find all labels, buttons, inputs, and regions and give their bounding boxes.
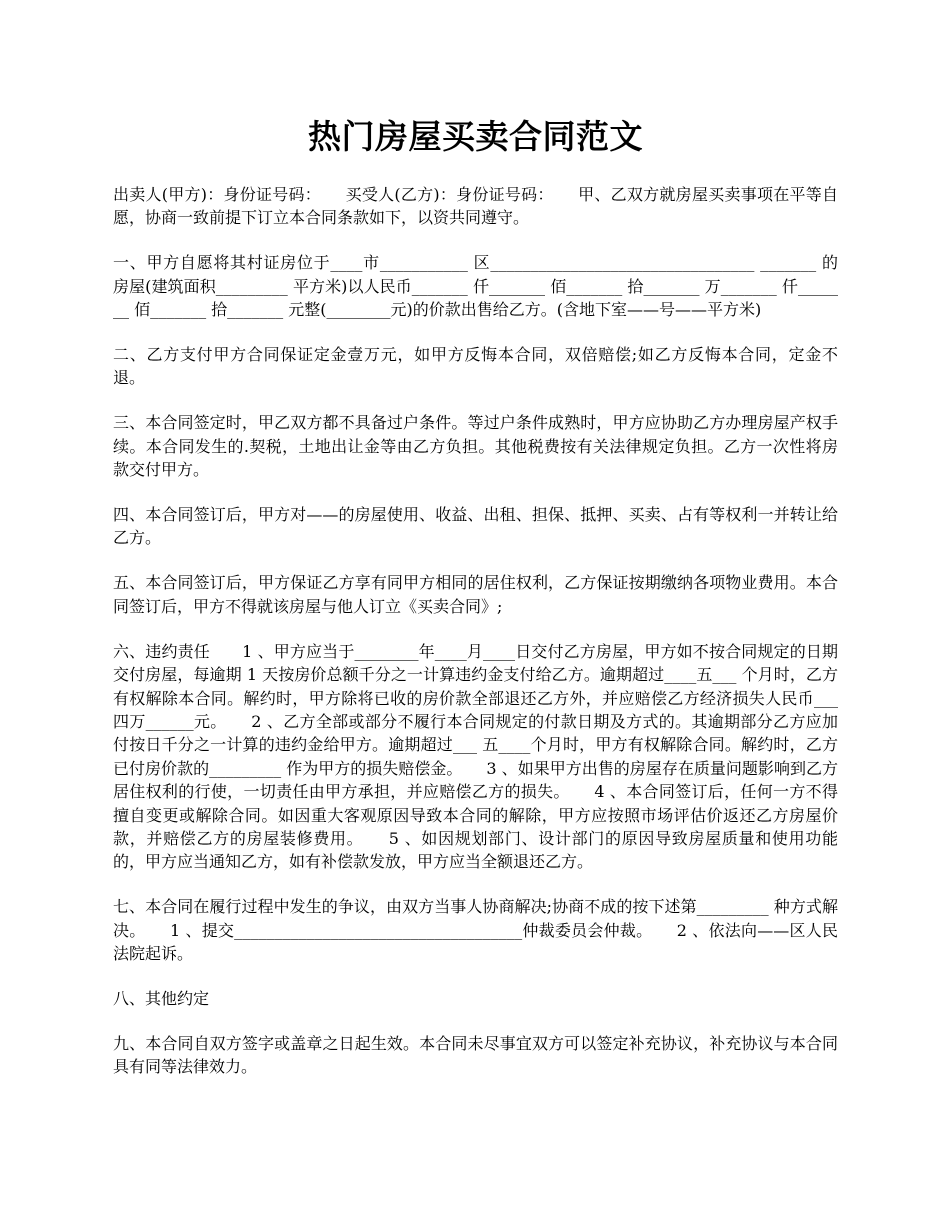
clause-9-effectiveness: 九、本合同自双方签字或盖章之日起生效。本合同未尽事宜双方可以签定补充协议，补充协议与本合同具有同等法律效力。 [113, 1033, 838, 1077]
clause-7-dispute-resolution: 七、本合同在履行过程中发生的争议，由双方当事人协商解决;协商不成的按下述第_________ 种方式解决。 1 、提交____________________________________仲裁委员会仲裁。 2 、依法向——区人民法院起诉。 [113, 897, 838, 964]
parties-paragraph: 出卖人(甲方)：身份证号码： 买受人(乙方)：身份证号码： 甲、乙双方就房屋买卖事项在平等自愿，协商一致前提下订立本合同条款如下，以资共同遵守。 [113, 185, 838, 228]
clause-4-rights-transfer: 四、本合同签订后，甲方对——的房屋使用、收益、出租、担保、抵押、买卖、占有等权利一并转让给乙方。 [113, 505, 838, 548]
clause-1-property-price: 一、甲方自愿将其村证房位于____市___________ 区_________________________________ _______ 的房屋(建筑面积_________ 平方米)以人民币_______ 仟_______ 佰_______ 拾_______ 万_______ 仟_______ 佰_______ 拾_______ 元整(________元)的价款出售给乙方。(含地下室——号——平方米) [113, 253, 838, 320]
clause-2-deposit: 二、乙方支付甲方合同保证定金壹万元，如甲方反悔本合同，双倍赔偿;如乙方反悔本合同，定金不退。 [113, 345, 838, 388]
clause-6-breach-liability: 六、违约责任 1 、甲方应当于________年____月____日交付乙方房屋，甲方如不按合同规定的日期交付房屋，每逾期 1 天按房价总额千分之一计算违约金支付给乙方。逾期超过____五___ 个月时，乙方有权解除本合同。解约时，甲方除将已收的房价款全部退还乙方外，并应赔偿乙方经济损失人民币___ 四万______元。 2 、乙方全部或部分不履行本合同规定的付款日期及方式的。其逾期部分乙方应加付按日千分之一计算的违约金给甲方。逾期超过___ 五____个月时，甲方有权解除合同。解约时，乙方已付房价款的_________ 作为甲方的损失赔偿金。 3 、如果甲方出售的房屋存在质量问题影响到乙方居住权利的行使，一切责任由甲方承担，并应赔偿乙方的损失。 4 、本合同签订后，任何一方不得擅自变更或解除合同。如因重大客观原因导致本合同的解除，甲方应按照市场评估价返还乙方房屋价款，并赔偿乙方的房屋装修费用。 5 、如因规划部门、设计部门的原因导致房屋质量和使用功能的，甲方应当通知乙方，如有补偿款发放，甲方应当全额退还乙方。 [113, 641, 844, 872]
clause-8-other-terms: 八、其他约定 [113, 988, 210, 1008]
clause-5-residence-rights: 五、本合同签订后，甲方保证乙方享有同甲方相同的居住权利，乙方保证按期缴纳各项物业费用。本合同签订后，甲方不得就该房屋与他人订立《买卖合同》; [113, 573, 838, 616]
document-title: 热门房屋买卖合同范文 [308, 117, 643, 156]
contract-body [113, 183, 844, 1079]
clause-3-transfer-taxes: 三、本合同签定时，甲乙双方都不具备过户条件。等过户条件成熟时，甲方应协助乙方办理房屋产权手续。本合同发生的.契税，土地出让金等由乙方负担。其他税费按有关法律规定负担。乙方一次性将房款交付甲方。 [113, 413, 838, 480]
